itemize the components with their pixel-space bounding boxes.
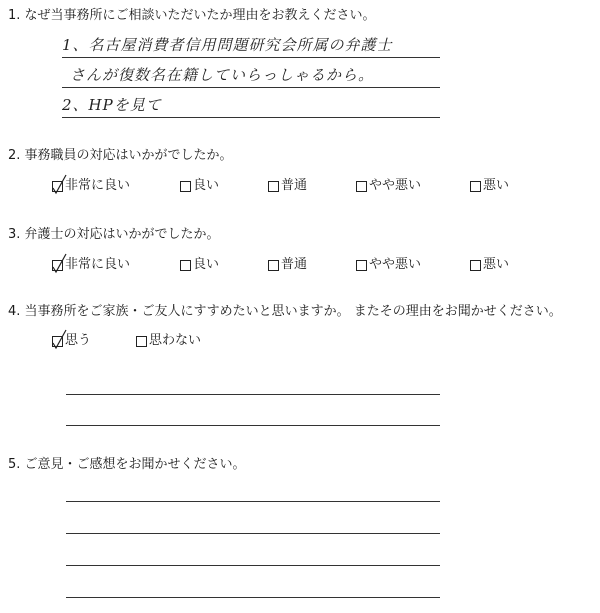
q1-answer-line-2: さんが復数名在籍していらっしゃるから。	[70, 66, 375, 84]
option-label: 普通	[281, 178, 308, 193]
q2-option-somewhat-bad[interactable]	[356, 178, 421, 194]
option-label: 良い	[193, 178, 220, 193]
q3-option-good[interactable]	[180, 257, 219, 273]
option-label: 良い	[193, 257, 220, 272]
option-label: 思う	[65, 333, 92, 348]
q1-answer-rule-2	[62, 87, 440, 88]
q5-answer-rule-1	[66, 501, 440, 502]
checkbox[interactable]	[52, 260, 63, 271]
q4-option-no[interactable]	[136, 333, 201, 349]
checkbox[interactable]	[180, 181, 191, 192]
q5-answer-rule-3	[66, 565, 440, 566]
q3-option-bad[interactable]	[470, 257, 509, 273]
q3-option-very-good[interactable]	[52, 257, 130, 273]
option-label: やや悪い	[369, 178, 422, 193]
q1-answer-line-1: 1、名古屋消費者信用問題研究会所属の弁護士	[62, 36, 393, 54]
q1-answer-line-3: 2、HPを見て	[62, 96, 162, 114]
question-2: 2. 事務職員の対応はいかがでしたか。	[8, 148, 233, 163]
q5-answer-rule-2	[66, 533, 440, 534]
question-5: 5. ご意見・ご感想をお聞かせください。	[8, 457, 246, 472]
q2-option-bad[interactable]	[470, 178, 509, 194]
q2-option-very-good[interactable]	[52, 178, 130, 194]
q3-option-normal[interactable]	[268, 257, 307, 273]
q5-answer-rule-4	[66, 597, 440, 598]
q1-answer-rule-3	[62, 117, 440, 118]
checkbox[interactable]	[356, 260, 367, 271]
checkbox[interactable]	[52, 336, 63, 347]
checkbox[interactable]	[470, 181, 481, 192]
q4-answer-rule-2	[66, 425, 440, 426]
checkbox[interactable]	[180, 260, 191, 271]
checkbox[interactable]	[268, 260, 279, 271]
option-label: 思わない	[149, 333, 202, 348]
question-1: 1. なぜ当事務所にご相談いただいたか理由をお教えください。	[8, 8, 376, 23]
check-mark-icon	[52, 328, 68, 350]
q3-option-somewhat-bad[interactable]	[356, 257, 421, 273]
checkbox[interactable]	[52, 181, 63, 192]
q2-option-normal[interactable]	[268, 178, 307, 194]
option-label: 悪い	[483, 178, 510, 193]
question-4: 4. 当事務所をご家族・ご友人にすすめたいと思いますか。 またその理由をお聞かせください。	[8, 304, 562, 319]
option-label: 非常に良い	[65, 178, 131, 193]
check-mark-icon	[52, 173, 68, 195]
question-3: 3. 弁護士の対応はいかがでしたか。	[8, 227, 220, 242]
q4-answer-rule-1	[66, 394, 440, 395]
check-mark-icon	[52, 252, 68, 274]
checkbox[interactable]	[470, 260, 481, 271]
option-label: 非常に良い	[65, 257, 131, 272]
q2-option-good[interactable]	[180, 178, 219, 194]
checkbox[interactable]	[356, 181, 367, 192]
option-label: やや悪い	[369, 257, 422, 272]
option-label: 普通	[281, 257, 308, 272]
option-label: 悪い	[483, 257, 510, 272]
checkbox[interactable]	[136, 336, 147, 347]
checkbox[interactable]	[268, 181, 279, 192]
q1-answer-rule-1	[62, 57, 440, 58]
q4-option-yes[interactable]	[52, 333, 91, 349]
